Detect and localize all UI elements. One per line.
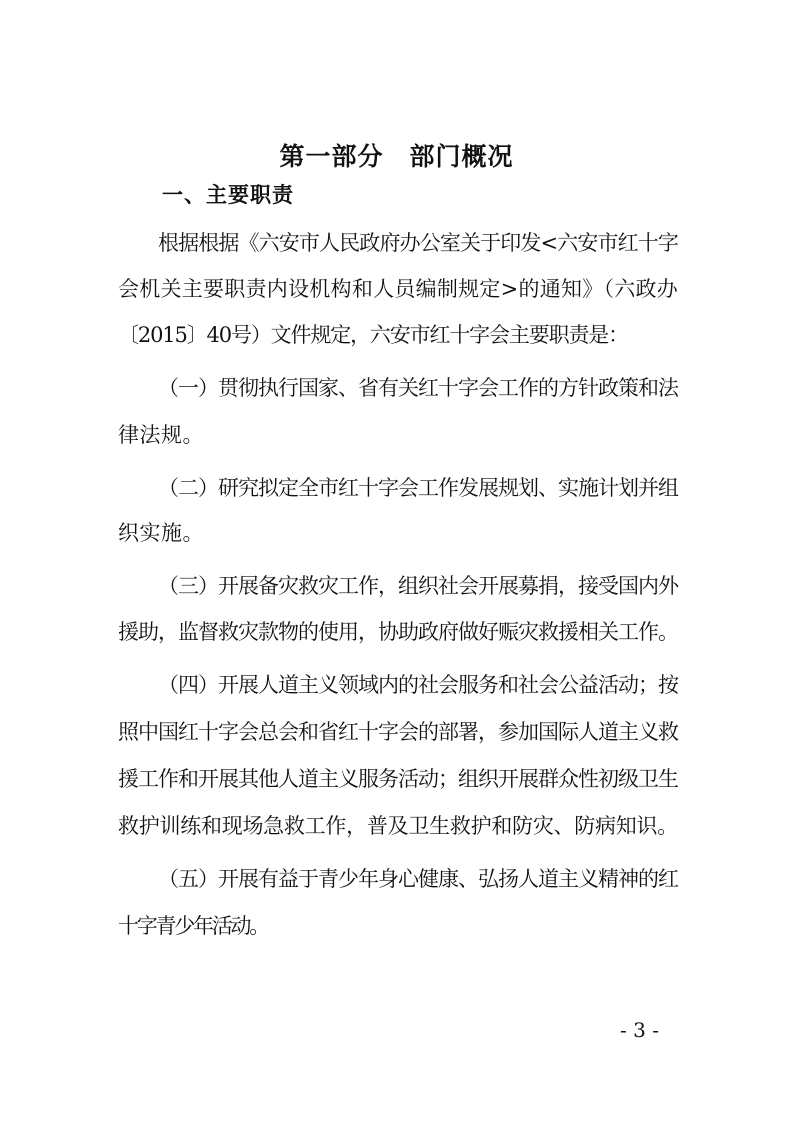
paragraph-line: 律法规。 bbox=[118, 423, 204, 447]
paragraph-line: 会机关主要职责内设机构和人员编制规定>的通知》（六政办 bbox=[118, 277, 678, 301]
page-number: - 3 - bbox=[620, 1018, 659, 1042]
paragraph-line: 救护训练和现场急救工作，普及卫生救护和防灾、防病知识。 bbox=[118, 814, 678, 838]
paragraph-line: 织实施。 bbox=[118, 521, 204, 545]
paragraph-line: 根据根据《六安市人民政府办公室关于印发<六安市红十字 bbox=[158, 231, 678, 255]
page-title: 第一部分 部门概况 bbox=[279, 142, 514, 171]
paragraph-line: 照中国红十字会总会和省红十字会的部署，参加国际人道主义救 bbox=[118, 720, 678, 744]
paragraph-line: （四）开展人道主义领域内的社会服务和社会公益活动；按 bbox=[158, 673, 678, 697]
paragraph-line: （一）贯彻执行国家、省有关红十字会工作的方针政策和法 bbox=[158, 376, 678, 400]
paragraph-line: （三）开展备灾救灾工作，组织社会开展募捐，接受国内外 bbox=[158, 574, 678, 598]
paragraph-line: 〔2015〕40号）文件规定，六安市红十字会主要职责是： bbox=[118, 323, 628, 347]
paragraph-line: 援助，监督救灾款物的使用，协助政府做好赈灾救援相关工作。 bbox=[118, 620, 678, 644]
paragraph-line: 十字青少年活动。 bbox=[118, 914, 268, 938]
paragraph-line: （二）研究拟定全市红十字会工作发展规划、实施计划并组 bbox=[158, 476, 678, 500]
paragraph-line: （五）开展有益于青少年身心健康、弘扬人道主义精神的红 bbox=[158, 867, 678, 891]
section-heading: 一、主要职责 bbox=[162, 183, 294, 207]
paragraph-line: 援工作和开展其他人道主义服务活动；组织开展群众性初级卫生 bbox=[118, 767, 678, 791]
